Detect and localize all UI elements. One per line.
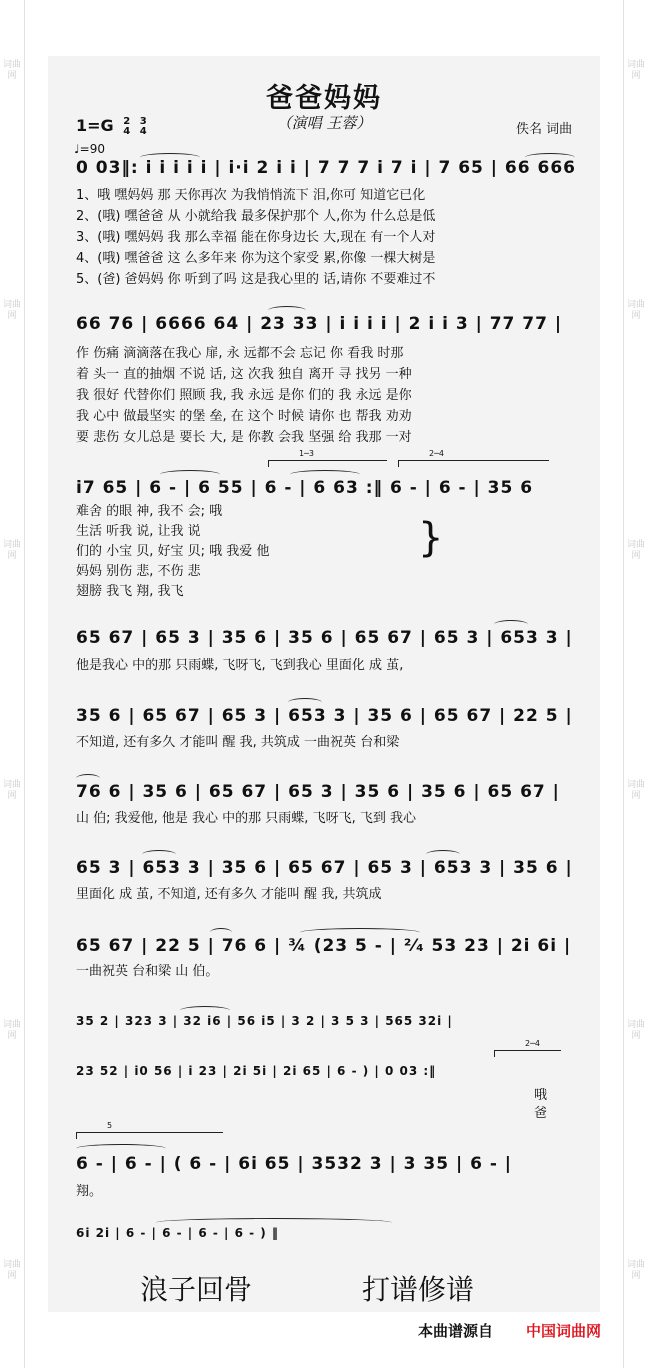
lyric-line: 3、(哦) 嘿妈妈 我 那么幸福 能在你身边长 大,现在 有一个人对 [76,230,436,245]
watermark-text: 词曲网 [626,780,645,801]
site-link[interactable]: 中国词曲网 [526,1322,602,1340]
brace-bracket: } [418,515,444,561]
notation-line: 65 67 | 65 3 | 35 6 | 35 6 | 65 67 | 65 3 | 653 3 | [76,628,573,648]
lyric-line: 我 很好 代替你们 照顾 我, 我 永远 是你 们的 我 永远 是你 [76,388,412,403]
watermark-text: 词曲网 [626,1020,645,1041]
singer-credit: （演唱 王蓉） [276,114,372,132]
key-label: 1=G [76,116,114,135]
lyric-line: 着 头一 直的抽烟 不说 话, 这 次我 独自 离开 寻 找另 一种 [76,367,412,382]
notation-line: 65 67 | 22 5 | 76 6 | ¾ (23 5 - | ²⁄₄ 53 23 | 2i 6i | [76,936,572,956]
lyric-line: 2、(哦) 嘿爸爸 从 小就给我 最多保护那个 人,你为 什么总是低 [76,209,436,224]
lyric-line: 我 心中 做最坚实 的堡 垒, 在 这个 时候 请你 也 帮我 劝劝 [76,409,412,424]
lyric-line: 难舍 的眼 神, 我不 会; 哦 [76,504,223,519]
watermark-text: 词曲网 [626,60,645,81]
source-label: 本曲谱源自 [418,1322,494,1340]
tempo-mark: ♩=90 [74,142,105,156]
lyric-line: 翅膀 我飞 翔, 我飞 [76,584,184,599]
lyric-line: 妈妈 别伤 悲, 不伤 悲 [76,564,201,579]
lyric-line: 4、(哦) 嘿爸爸 这 么多年来 你为这个家受 累,你像 一棵大树是 [76,251,436,266]
notation-line: 23 52 | i0 56 | i 23 | 2i 5i | 2i 65 | 6 - ) | 0 03 :‖ [76,1064,437,1078]
lyric-line: 爸 [534,1106,548,1121]
notation-line: i7 65 | 6 - | 6 55 | 6 - | 6 63 :‖ 6 - | 6 - | 35 6 [76,478,534,498]
left-watermark-strip [0,0,25,1368]
notation-line: 66 76 | 6666 64 | 23 33 | i i i i | 2 i i 3 | 77 77 | [76,314,563,334]
watermark-text: 词曲网 [2,780,21,801]
lyric-line: 生活 听我 说, 让我 说 [76,524,201,539]
watermark-text: 词曲网 [2,540,21,561]
key-signature [76,116,147,137]
watermark-text: 词曲网 [626,540,645,561]
right-watermark-strip [623,0,648,1368]
lyric-line: 山 伯; 我爱他, 他是 我心 中的那 只雨蝶, 飞呀飞, 飞到 我心 [76,811,416,826]
notation-line: 6i 2i | 6 - | 6 - | 6 - | 6 - ) ‖ [76,1226,279,1240]
lyric-line: 他是我心 中的那 只雨蝶, 飞呀飞, 飞到我心 里面化 成 茧, [76,658,404,673]
watermark-text: 词曲网 [626,1260,645,1281]
lyric-line: 作 伤痛 滴滴落在我心 扉, 永 远都不会 忘记 你 看我 时那 [76,346,404,361]
volta-bracket: 1─3 [268,460,387,467]
notation-line: 6 - | 6 - | ( 6 - | 6i 65 | 3532 3 | 3 35 | 6 - | [76,1154,512,1174]
lyric-line: 哦 [534,1088,548,1103]
lyric-line: 里面化 成 茧, 不知道, 还有多久 才能叫 醒 我, 共筑成 [76,887,382,902]
notation-line: 35 6 | 65 67 | 65 3 | 653 3 | 35 6 | 65 67 | 22 5 | [76,706,573,726]
lyric-line: 1、哦 嘿妈妈 那 天你再次 为我悄悄流下 泪,你可 知道它已化 [76,188,426,203]
watermark-text: 词曲网 [626,300,645,321]
notation-line: 65 3 | 653 3 | 35 6 | 65 67 | 65 3 | 653 3 | 35 6 | [76,858,573,878]
notation-line: 0 03‖: i i i i i | i·i 2 i i | 7 7 7 i 7 i | 7 65 | 66 666 [76,158,576,178]
song-title: 爸爸妈妈 [266,83,382,114]
author-credit: 佚名 词曲 [516,122,573,137]
lyric-line: 不知道, 还有多久 才能叫 醒 我, 共筑成 一曲祝英 台和梁 [76,735,400,750]
watermark-text: 词曲网 [2,60,21,81]
lyric-line: 一曲祝英 台和梁 山 伯。 [76,964,219,979]
lyric-line: 翔。 [76,1184,103,1199]
lyric-line: 要 悲伤 女儿总是 要长 大, 是 你教 会我 坚强 给 我那 一对 [76,430,412,445]
lyric-line: 5、(爸) 爸妈妈 你 听到了吗 这是我心里的 话,请你 不要难过不 [76,272,436,287]
watermark-text: 词曲网 [2,1020,21,1041]
volta-bracket: 2─4 [398,460,549,467]
time-signature: 2 4 [123,115,131,137]
time-signature: 3 4 [139,115,147,137]
handwritten-signature: 浪子回骨 [140,1273,253,1306]
notation-line: 76 6 | 35 6 | 65 67 | 65 3 | 35 6 | 35 6 | 65 67 | [76,782,560,802]
watermark-text: 词曲网 [2,1260,21,1281]
watermark-text: 词曲网 [2,300,21,321]
volta-bracket: 5 [76,1132,223,1139]
volta-bracket: 2─4 [494,1050,561,1057]
lyric-line: 们的 小宝 贝, 好宝 贝; 哦 我爱 他 [76,544,270,559]
handwritten-signature: 打谱修谱 [362,1273,475,1306]
tie [76,1144,166,1153]
notation-line: 35 2 | 323 3 | 32 i6 | 56 i5 | 3 2 | 3 5 3 | 565 32i | [76,1014,453,1028]
